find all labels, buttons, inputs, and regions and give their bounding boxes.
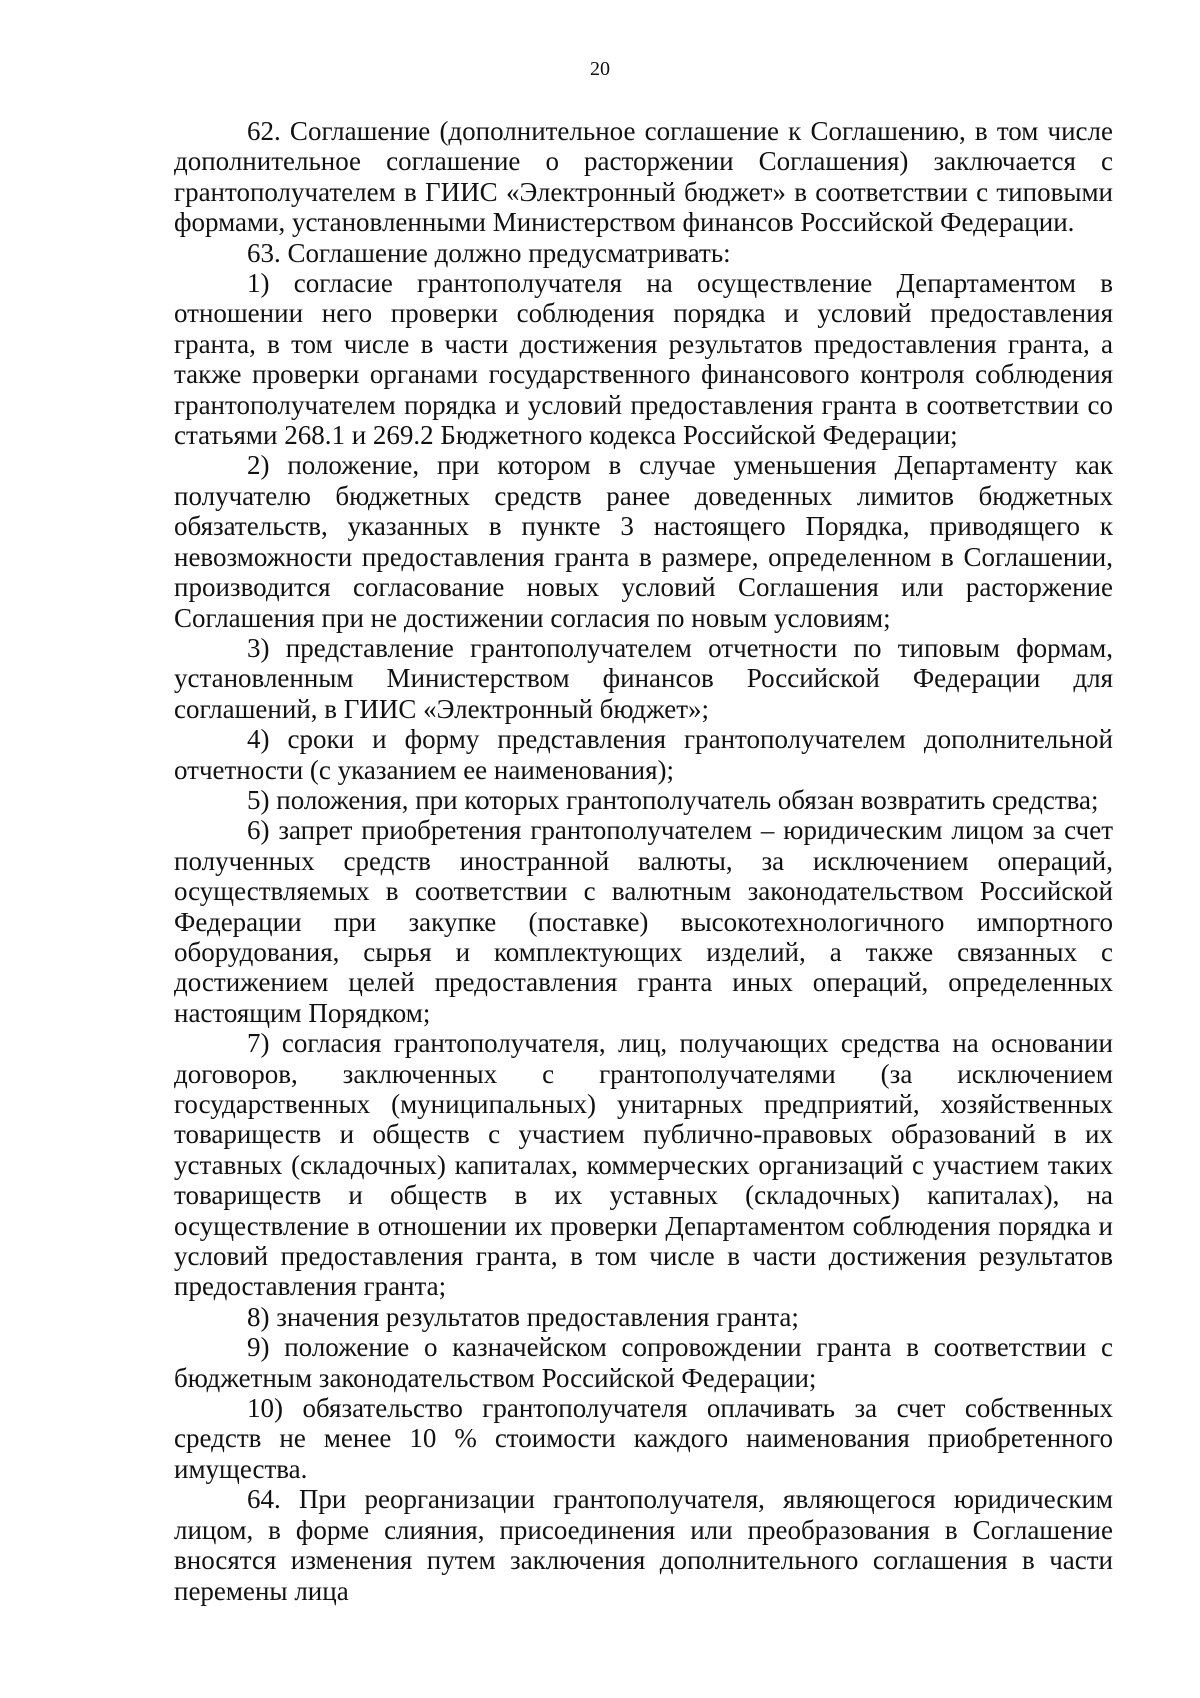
- page-number: 20: [590, 58, 610, 80]
- paragraph-63: 63. Соглашение должно предусматривать:: [247, 237, 731, 268]
- list-item-2: 2) положение, при котором в случае уменьшения Департаменту как получателю бюджетных средств ранее доведенных лимитов бюджетных обязательств, указанных в пункте 3 настоящего Порядка, приводящего к невозможности предоставления гранта в размере, определенном в Соглашении, производится согласование новых условий Соглашения или расторжение Соглашения при не достижении согласия по новым условиям;: [174, 450, 1113, 633]
- paragraph-64: 64. При реорганизации грантополучателя, являющегося юридическим лицом, в форме слияния, присоединения или преобразования в Соглашение вносятся изменения путем заключения дополнительного соглашения в части перемены лица: [174, 1484, 1113, 1606]
- list-item-1: 1) согласие грантополучателя на осуществление Департаментом в отношении него проверки соблюдения порядка и условий предоставления гранта, в том числе в части достижения результатов предоставления гранта, а также проверки органами государственного финансового контроля соблюдения грантополучателем порядка и условий предоставления гранта в соответствии со статьями 268.1 и 269.2 Бюджетного кодекса Российской Федерации;: [174, 268, 1113, 451]
- list-item-6: 6) запрет приобретения грантополучателем – юридическим лицом за счет полученных средств иностранной валюты, за исключением операций, осуществляемых в соответствии с валютным законодательством Российской Федерации при закупке (поставке) высокотехнологичного импортного оборудования, сырья и комплектующих изделий, а также связанных с достижением целей предоставления гранта иных операций, определенных настоящим Порядком;: [174, 815, 1113, 1028]
- document-body: [174, 116, 1113, 1606]
- list-item-5: 5) положения, при которых грантополучатель обязан возвратить средства;: [247, 784, 1099, 815]
- list-item-8: 8) значения результатов предоставления гранта;: [247, 1301, 799, 1332]
- list-item-10: 10) обязательство грантополучателя оплачивать за счет собственных средств не менее 10 % стоимости каждого наименования приобретенного имущества.: [174, 1393, 1113, 1484]
- list-item-9: 9) положение о казначейском сопровождении гранта в соответствии с бюджетным законодательством Российской Федерации;: [174, 1332, 1113, 1393]
- list-item-3: 3) представление грантополучателем отчетности по типовым формам, установленным Министерством финансов Российской Федерации для соглашений, в ГИИС «Электронный бюджет»;: [174, 632, 1113, 724]
- paragraph-62: 62. Соглашение (дополнительное соглашение к Соглашению, в том числе дополнительное соглашение о расторжении Соглашения) заключается с грантополучателем в ГИИС «Электронный бюджет» в соответствии с типовыми формами, установленными Министерством финансов Российской Федерации.: [174, 116, 1113, 238]
- list-item-4: 4) сроки и форму представления грантополучателем дополнительной отчетности (с указанием ее наименования);: [174, 724, 1113, 785]
- list-item-7: 7) согласия грантополучателя, лиц, получающих средства на основании договоров, заключенных с грантополучателями (за исключением государственных (муниципальных) унитарных предприятий, хозяйственных товариществ и обществ с участием публично-правовых образований в их уставных (складочных) капиталах, коммерческих организаций с участием таких товариществ и обществ в их уставных (складочных) капиталах), на осуществление в отношении их проверки Департаментом соблюдения порядка и условий предоставления гранта, в том числе в части достижения результатов предоставления гранта;: [174, 1028, 1113, 1302]
